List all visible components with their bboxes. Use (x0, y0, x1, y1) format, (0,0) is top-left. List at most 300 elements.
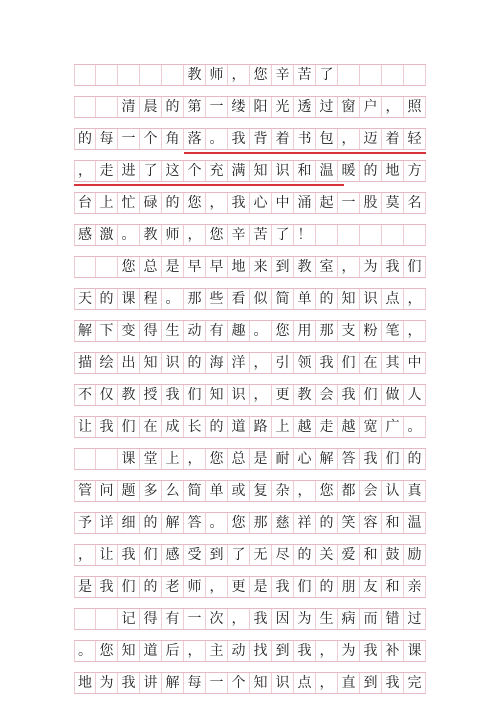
grid-cell: ， (316, 641, 338, 661)
grid-cell: 些 (206, 289, 228, 309)
grid-cell: 予 (74, 513, 96, 533)
grid-cell: 用 (294, 321, 316, 341)
grid-cell: 透 (294, 97, 316, 117)
grid-cell: 会 (316, 385, 338, 405)
grid-cell: 绘 (96, 353, 118, 373)
grid-cell: 答 (338, 449, 360, 469)
grid-cell: 的 (140, 513, 162, 533)
grid-cell: 爱 (338, 545, 360, 565)
grid-cell (338, 225, 360, 245)
grid-cell: 师 (162, 225, 184, 245)
grid-cell: 识 (228, 385, 250, 405)
grid-cell: 每 (184, 673, 206, 693)
grid-cell: 教 (118, 385, 140, 405)
grid-cell: 温 (404, 513, 426, 533)
grid-cell: 为 (338, 641, 360, 661)
grid-cell: ， (184, 449, 206, 469)
grid-cell: ， (294, 481, 316, 501)
grid-cell: 领 (294, 353, 316, 373)
grid-cell: 长 (184, 417, 206, 437)
grid-cell: 是 (250, 577, 272, 597)
grid-cell: 动 (184, 321, 206, 341)
grid-cell: 地 (228, 257, 250, 277)
text-row (74, 288, 426, 310)
grid-cell: 知 (250, 673, 272, 693)
grid-cell: 温 (316, 161, 338, 181)
grid-cell: 记 (118, 609, 140, 629)
grid-cell: 仅 (96, 385, 118, 405)
grid-cell: 而 (360, 609, 382, 629)
grid-cell: 友 (360, 577, 382, 597)
grid-cell: 是 (250, 449, 272, 469)
grid-cell: 单 (294, 289, 316, 309)
grid-cell: 苦 (294, 65, 316, 85)
grid-cell: 上 (272, 417, 294, 437)
grid-cell: ， (228, 65, 250, 85)
grid-cell: 这 (162, 161, 184, 181)
grid-cell (74, 65, 96, 85)
grid-cell: 问 (96, 481, 118, 501)
grid-cell: 题 (118, 481, 140, 501)
grid-cell: 的 (404, 449, 426, 469)
grid-cell: 教 (294, 257, 316, 277)
grid-cell: 的 (140, 577, 162, 597)
grid-cell: 总 (140, 257, 162, 277)
grid-cell: 识 (272, 673, 294, 693)
grid-cell: ， (382, 97, 404, 117)
grid-cell: 满 (228, 161, 250, 181)
grid-cell: 亲 (404, 577, 426, 597)
grid-cell: ， (206, 193, 228, 213)
grid-cell: 总 (228, 449, 250, 469)
grid-cell: 那 (184, 289, 206, 309)
grid-cell: 多 (140, 481, 162, 501)
grid-cell: 知 (338, 289, 360, 309)
grid-cell: 进 (118, 161, 140, 181)
text-row (74, 256, 426, 278)
grid-cell: 感 (162, 545, 184, 565)
grid-cell: 个 (140, 129, 162, 149)
grid-cell: 得 (140, 609, 162, 629)
grid-cell: 解 (74, 321, 96, 341)
grid-cell: 道 (228, 417, 250, 437)
grid-cell: 无 (250, 545, 272, 565)
grid-cell: 授 (140, 385, 162, 405)
grid-cell: 在 (140, 417, 162, 437)
grid-cell (74, 609, 96, 629)
grid-cell: 知 (206, 385, 228, 405)
grid-cell: 让 (74, 417, 96, 437)
grid-cell: 充 (206, 161, 228, 181)
grid-cell: 是 (74, 577, 96, 597)
grid-cell: 成 (162, 417, 184, 437)
grid-cell: 笔 (382, 321, 404, 341)
text-row (74, 96, 426, 118)
text-row (74, 672, 426, 694)
red-underline (184, 152, 426, 154)
grid-cell: 我 (250, 609, 272, 629)
grid-cell (74, 449, 96, 469)
grid-cell: ， (184, 641, 206, 661)
grid-cell: 更 (272, 385, 294, 405)
grid-cell: 您 (316, 481, 338, 501)
grid-cell: 简 (272, 289, 294, 309)
grid-cell: 洋 (228, 353, 250, 373)
grid-cell: 道 (140, 641, 162, 661)
grid-cell: 都 (338, 481, 360, 501)
grid-cell: 单 (206, 481, 228, 501)
grid-cell: 心 (250, 193, 272, 213)
grid-cell: 您 (206, 449, 228, 469)
grid-cell: 室 (316, 257, 338, 277)
grid-cell: ， (250, 385, 272, 405)
grid-cell: 答 (184, 513, 206, 533)
grid-cell: 描 (74, 353, 96, 373)
text-row (74, 448, 426, 470)
grid-cell: 股 (360, 193, 382, 213)
grid-cell: 到 (272, 257, 294, 277)
grid-cell: 有 (206, 321, 228, 341)
grid-cell: 动 (228, 641, 250, 661)
grid-cell: 的 (360, 161, 382, 181)
grid-cell: 后 (162, 641, 184, 661)
grid-cell: 每 (96, 129, 118, 149)
grid-cell: 了 (140, 161, 162, 181)
grid-cell: 了 (228, 545, 250, 565)
grid-cell: 们 (118, 417, 140, 437)
grid-cell: 了 (316, 65, 338, 85)
grid-cell: 老 (162, 577, 184, 597)
grid-cell: 关 (316, 545, 338, 565)
grid-cell: 上 (96, 193, 118, 213)
grid-cell: 一 (338, 193, 360, 213)
grid-cell: ， (184, 225, 206, 245)
grid-cell: 其 (382, 353, 404, 373)
grid-cell: 落 (184, 129, 206, 149)
grid-cell: 包 (316, 129, 338, 149)
grid-cell: 缕 (228, 97, 250, 117)
grid-cell: 过 (404, 609, 426, 629)
grid-cell: 的 (316, 289, 338, 309)
grid-cell (382, 225, 404, 245)
grid-cell: 人 (404, 385, 426, 405)
text-row (74, 480, 426, 502)
grid-cell: 暖 (338, 161, 360, 181)
grid-cell: 管 (74, 481, 96, 501)
title-row (74, 64, 426, 86)
grid-cell: 课 (118, 289, 140, 309)
grid-cell: 海 (206, 353, 228, 373)
grid-cell: 们 (360, 385, 382, 405)
grid-cell: 为 (294, 609, 316, 629)
grid-cell: 我 (118, 673, 140, 693)
grid-cell: 因 (272, 609, 294, 629)
grid-cell: 一 (206, 673, 228, 693)
grid-cell: 鼓 (382, 545, 404, 565)
grid-cell: 。 (206, 513, 228, 533)
grid-cell: 有 (162, 609, 184, 629)
grid-cell: 那 (316, 321, 338, 341)
text-row (74, 352, 426, 374)
grid-cell: 和 (382, 577, 404, 597)
grid-cell: 程 (140, 289, 162, 309)
grid-cell (316, 225, 338, 245)
grid-cell: 路 (250, 417, 272, 437)
grid-cell: 走 (316, 417, 338, 437)
grid-cell: 教 (140, 225, 162, 245)
grid-cell: 笑 (338, 513, 360, 533)
grid-cell: 。 (162, 289, 184, 309)
grid-cell: 补 (382, 641, 404, 661)
grid-cell: 背 (250, 129, 272, 149)
grid-cell: 杂 (272, 481, 294, 501)
grid-cell: 复 (250, 481, 272, 501)
grid-cell: 引 (272, 353, 294, 373)
grid-cell: 识 (272, 161, 294, 181)
grid-cell: 忙 (118, 193, 140, 213)
grid-cell: ， (74, 161, 96, 181)
grid-cell: 们 (118, 577, 140, 597)
grid-cell: 您 (184, 193, 206, 213)
grid-cell: 知 (118, 641, 140, 661)
grid-cell: 我 (96, 417, 118, 437)
grid-cell: 教 (184, 65, 206, 85)
grid-cell: 的 (96, 289, 118, 309)
grid-cell: 中 (404, 353, 426, 373)
grid-cell: 出 (118, 353, 140, 373)
grid-cell (74, 97, 96, 117)
grid-cell: ， (206, 577, 228, 597)
grid-cell: 到 (360, 673, 382, 693)
grid-cell: ， (404, 321, 426, 341)
grid-cell: 早 (184, 257, 206, 277)
grid-cell: 的 (294, 545, 316, 565)
text-row (74, 224, 426, 246)
grid-cell: 知 (250, 161, 272, 181)
grid-cell: 容 (360, 513, 382, 533)
grid-cell: ， (250, 353, 272, 373)
grid-cell: 的 (316, 513, 338, 533)
grid-cell: 您 (118, 257, 140, 277)
grid-cell: 的 (206, 417, 228, 437)
grid-cell: 的 (316, 577, 338, 597)
grid-cell: 错 (382, 609, 404, 629)
grid-cell: 。 (206, 129, 228, 149)
grid-cell (162, 65, 184, 85)
grid-cell: 解 (316, 449, 338, 469)
grid-cell: 耐 (272, 449, 294, 469)
grid-cell: 我 (228, 129, 250, 149)
grid-cell (382, 65, 404, 85)
grid-cell: 详 (96, 513, 118, 533)
grid-cell: 一 (118, 129, 140, 149)
text-row (74, 416, 426, 438)
grid-cell: 找 (250, 641, 272, 661)
grid-cell (338, 65, 360, 85)
grid-cell: 第 (184, 97, 206, 117)
grid-cell: 我 (96, 577, 118, 597)
grid-cell: 您 (96, 641, 118, 661)
grid-cell: 上 (162, 449, 184, 469)
text-row (74, 384, 426, 406)
grid-cell: 莫 (382, 193, 404, 213)
grid-cell: 辛 (272, 65, 294, 85)
grid-cell: ， (338, 257, 360, 277)
grid-cell (74, 257, 96, 277)
grid-cell: 过 (316, 97, 338, 117)
grid-cell: 那 (250, 513, 272, 533)
grid-cell: 我 (118, 545, 140, 565)
grid-cell: 的 (184, 353, 206, 373)
grid-cell: 迈 (360, 129, 382, 149)
text-row (74, 320, 426, 342)
grid-cell: 中 (272, 193, 294, 213)
grid-cell: 的 (162, 97, 184, 117)
grid-cell: 变 (118, 321, 140, 341)
grid-cell: 更 (228, 577, 250, 597)
grid-cell: 我 (162, 385, 184, 405)
grid-cell: 我 (360, 641, 382, 661)
grid-cell (140, 65, 162, 85)
grid-cell: 讲 (140, 673, 162, 693)
grid-cell: 和 (382, 513, 404, 533)
grid-cell: 我 (382, 673, 404, 693)
grid-cell: 看 (228, 289, 250, 309)
grid-cell: 和 (294, 161, 316, 181)
grid-cell: 识 (162, 353, 184, 373)
grid-cell: 似 (250, 289, 272, 309)
grid-cell: 阳 (250, 97, 272, 117)
grid-cell: 祥 (294, 513, 316, 533)
grid-cell: 窗 (338, 97, 360, 117)
grid-cell: 的 (162, 193, 184, 213)
grid-cell: 我 (228, 193, 250, 213)
grid-cell: 师 (206, 65, 228, 85)
grid-cell: ， (228, 609, 250, 629)
grid-cell: 课 (404, 641, 426, 661)
text-row (74, 640, 426, 662)
grid-cell: 解 (162, 673, 184, 693)
grid-cell (360, 225, 382, 245)
grid-cell: 地 (382, 161, 404, 181)
grid-cell: 清 (118, 97, 140, 117)
grid-cell: 在 (360, 353, 382, 373)
grid-cell: 越 (338, 417, 360, 437)
grid-cell: 着 (272, 129, 294, 149)
grid-cell: 着 (382, 129, 404, 149)
grid-cell: 宽 (360, 417, 382, 437)
grid-cell: 励 (404, 545, 426, 565)
text-row (74, 544, 426, 566)
grid-cell: 天 (74, 289, 96, 309)
grid-cell: 到 (272, 641, 294, 661)
grid-cell: 细 (118, 513, 140, 533)
grid-cell: 台 (74, 193, 96, 213)
grid-cell: 起 (316, 193, 338, 213)
grid-cell: 慈 (272, 513, 294, 533)
text-row (74, 576, 426, 598)
grid-cell: 支 (338, 321, 360, 341)
grid-cell: ， (316, 673, 338, 693)
grid-cell: 们 (404, 257, 426, 277)
grid-cell: 或 (228, 481, 250, 501)
grid-cell: 地 (74, 673, 96, 693)
grid-cell: 涌 (294, 193, 316, 213)
grid-cell: ！ (294, 225, 316, 245)
grid-cell: 们 (294, 577, 316, 597)
grid-cell: 越 (294, 417, 316, 437)
grid-cell: 我 (294, 641, 316, 661)
grid-cell: 知 (140, 353, 162, 373)
grid-cell: 不 (74, 385, 96, 405)
grid-cell: 我 (382, 257, 404, 277)
grid-cell: 了 (272, 225, 294, 245)
grid-cell: 认 (382, 481, 404, 501)
text-row (74, 192, 426, 214)
grid-cell: 我 (360, 449, 382, 469)
grid-cell: 我 (316, 353, 338, 373)
grid-cell: ， (338, 129, 360, 149)
grid-cell: 们 (338, 353, 360, 373)
text-row (74, 512, 426, 534)
grid-cell: 来 (250, 257, 272, 277)
grid-cell: 为 (96, 673, 118, 693)
grid-cell: 户 (360, 97, 382, 117)
grid-cell: 解 (162, 513, 184, 533)
grid-cell: 轻 (404, 129, 426, 149)
grid-cell: 生 (162, 321, 184, 341)
grid-cell: 苦 (250, 225, 272, 245)
grid-cell: 们 (140, 545, 162, 565)
grid-cell (404, 65, 426, 85)
grid-cell: 次 (206, 609, 228, 629)
grid-cell: 到 (206, 545, 228, 565)
grid-cell: 们 (184, 385, 206, 405)
grid-cell: 完 (404, 673, 426, 693)
grid-cell (404, 225, 426, 245)
grid-cell: 师 (184, 577, 206, 597)
grid-cell: 和 (360, 545, 382, 565)
grid-cell: 课 (118, 449, 140, 469)
grid-cell: 个 (228, 673, 250, 693)
grid-cell: 病 (338, 609, 360, 629)
grid-cell: 感 (74, 225, 96, 245)
grid-cell: 方 (404, 161, 426, 181)
grid-cell: 做 (382, 385, 404, 405)
text-row (74, 160, 426, 182)
grid-cell: 。 (404, 417, 426, 437)
grid-cell: 角 (162, 129, 184, 149)
grid-cell: 教 (294, 385, 316, 405)
text-row (74, 608, 426, 630)
red-underline (74, 184, 344, 186)
grid-cell: 名 (404, 193, 426, 213)
grid-cell: 心 (294, 449, 316, 469)
grid-cell: 照 (404, 97, 426, 117)
grid-cell: 识 (360, 289, 382, 309)
grid-cell: 是 (162, 257, 184, 277)
grid-cell (96, 257, 118, 277)
grid-cell: 广 (382, 417, 404, 437)
grid-cell: ， (74, 545, 96, 565)
grid-cell: 得 (140, 321, 162, 341)
manuscript-grid-paper (74, 60, 426, 708)
grid-cell: 让 (96, 545, 118, 565)
grid-cell: 趣 (228, 321, 250, 341)
grid-cell: 点 (382, 289, 404, 309)
grid-cell: 堂 (140, 449, 162, 469)
grid-cell: 受 (184, 545, 206, 565)
